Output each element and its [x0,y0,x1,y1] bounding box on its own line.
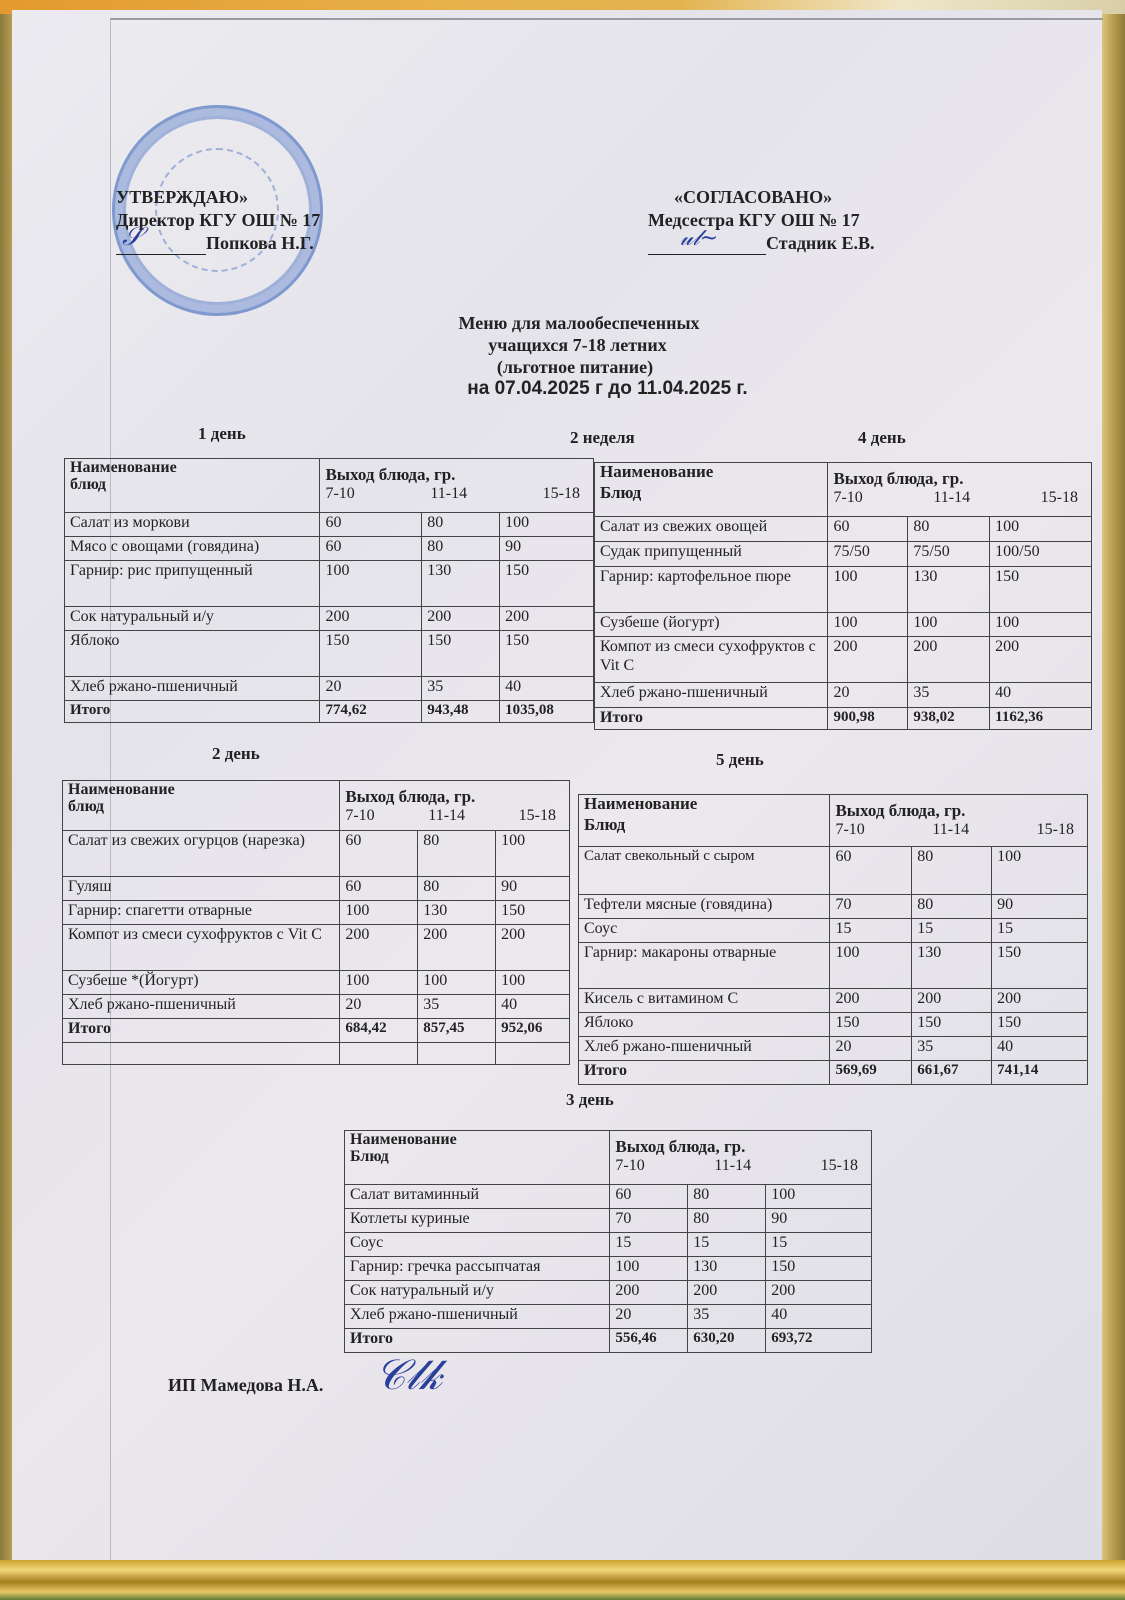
table-row: Компот из смеси сухофруктов с Vit C 200 200 200 [595,637,1092,683]
day-2-label: 2 день [212,744,260,763]
table-row: Соус 15 15 15 [579,919,1088,943]
nurse-signature: 𝓊𝓁~ [680,226,719,251]
output-header: Выход блюда, гр. 7-10 11-14 15-18 [320,459,594,513]
day-4-table [594,462,1092,730]
approval-right-position: Медсестра КГУ ОШ № 17 [648,210,860,230]
day-5-label: 5 день [716,750,764,769]
output-header: Выход блюда, гр. 7-10 11-14 15-18 [828,463,1092,517]
supplier-signature-block [168,1375,323,1396]
name-header: Наименование блюд [65,459,320,513]
approval-left-name-line [116,232,320,255]
table-row: Салат из свежих огурцов (нарезка) 60 80 100 [63,831,570,877]
name-header: Наименование блюд [63,781,340,831]
day-3-label: 3 день [566,1090,614,1109]
table-row: Хлеб ржано-пшеничный 20 35 40 [63,995,570,1019]
table-row: Судак припущенный 75/50 75/50 100/50 [595,542,1092,567]
name-header: Наименование Блюд [345,1131,610,1185]
menu-title [0,312,1125,400]
approval-left [116,186,320,255]
table-row: Гарнир: макароны отварные 100 130 150 [579,943,1088,989]
table-row: Яблоко 150 150 150 [579,1013,1088,1037]
table-row: Салат из свежих овощей 60 80 100 [595,517,1092,542]
table-row: Соус 15 15 15 [345,1233,872,1257]
total-row: Итого 569,69 661,67 741,14 [579,1061,1088,1085]
day-4-label: 4 день [858,428,906,447]
name-header: Наименование Блюд [595,463,828,517]
table-row: Гарнир: гречка рассыпчатая 100 130 150 [345,1257,872,1281]
frame-bottom-edge [0,1560,1125,1600]
title-line-3: (льготное питание) [496,357,654,377]
week-label: 2 неделя [570,428,635,447]
table-row: Сузбеше *(Йогурт) 100 100 100 [63,971,570,995]
table-row: Яблоко 150 150 150 [65,631,594,677]
table-row: Гуляш 60 80 90 [63,877,570,901]
table-row: Хлеб ржано-пшеничный 20 35 40 [345,1305,872,1329]
table-header [345,1131,872,1185]
day-5-table [578,794,1088,1085]
director-signature: 𝒮 [122,222,143,252]
table-row: Хлеб ржано-пшеничный 20 35 40 [65,677,594,701]
table-row: Мясо с овощами (говядина) 60 80 90 [65,537,594,561]
table-row: Сок натуральный и/у 200 200 200 [345,1281,872,1305]
approval-right-name: Стадник Е.В. [766,233,875,253]
table-header [595,463,1092,517]
day-1-label: 1 день [198,424,246,443]
total-row: Итого 900,98 938,02 1162,36 [595,708,1092,730]
table-header [65,459,594,513]
day-2-table [62,780,570,1065]
title-line-1: Меню для малообеспеченных [458,313,700,333]
output-header: Выход блюда, гр. 7-10 11-14 15-18 [830,795,1088,847]
table-row: Гарнир: спагетти отварные 100 130 150 [63,901,570,925]
table-row: Котлеты куриные 70 80 90 [345,1209,872,1233]
approval-left-name: Попкова Н.Г. [206,233,314,253]
table-row: Хлеб ржано-пшеничный 20 35 40 [579,1037,1088,1061]
table-row: Салат из моркови 60 80 100 [65,513,594,537]
table-row: Тефтели мясные (говядина) 70 80 90 [579,895,1088,919]
table-row: Хлеб ржано-пшеничный 20 35 40 [595,683,1092,708]
total-row: Итого 556,46 630,20 693,72 [345,1329,872,1353]
approval-left-heading: УТВЕРЖДАЮ» [116,187,249,207]
title-line-2: учащихся 7-18 летних [488,335,667,355]
table-row: Салат свекольный с сыром 60 80 100 [579,847,1088,895]
table-row: Сузбеше (йогурт) 100 100 100 [595,613,1092,637]
total-row: Итого 774,62 943,48 1035,08 [65,701,594,723]
supplier-name: ИП Мамедова Н.А. [168,1375,324,1395]
day-3-table [344,1130,872,1353]
table-row: Гарнир: картофельное пюре 100 130 150 [595,567,1092,613]
date-range: на 07.04.2025 г до 11.04.2025 г. [467,378,748,399]
table-row: Гарнир: рис припущенный 100 130 150 [65,561,594,607]
empty-row [63,1043,570,1065]
output-header: Выход блюда, гр. 7-10 11-14 15-18 [340,781,570,831]
approval-left-position: Директор КГУ ОШ № 17 [116,210,321,230]
output-header: Выход блюда, гр. 7-10 11-14 15-18 [610,1131,872,1185]
day-1-table [64,458,594,723]
supplier-signature: 𝒞𝓁𝓀 [375,1350,443,1399]
table-row: Сок натуральный и/у 200 200 200 [65,607,594,631]
table-row: Кисель с витамином С 200 200 200 [579,989,1088,1013]
table-row: Компот из смеси сухофруктов с Vit C 200 200 200 [63,925,570,971]
table-header [579,795,1088,847]
table-row: Салат витаминный 60 80 100 [345,1185,872,1209]
table-header [63,781,570,831]
total-row: Итого 684,42 857,45 952,06 [63,1019,570,1043]
approval-right-heading: «СОГЛАСОВАНО» [674,187,833,207]
name-header: Наименование Блюд [579,795,830,847]
